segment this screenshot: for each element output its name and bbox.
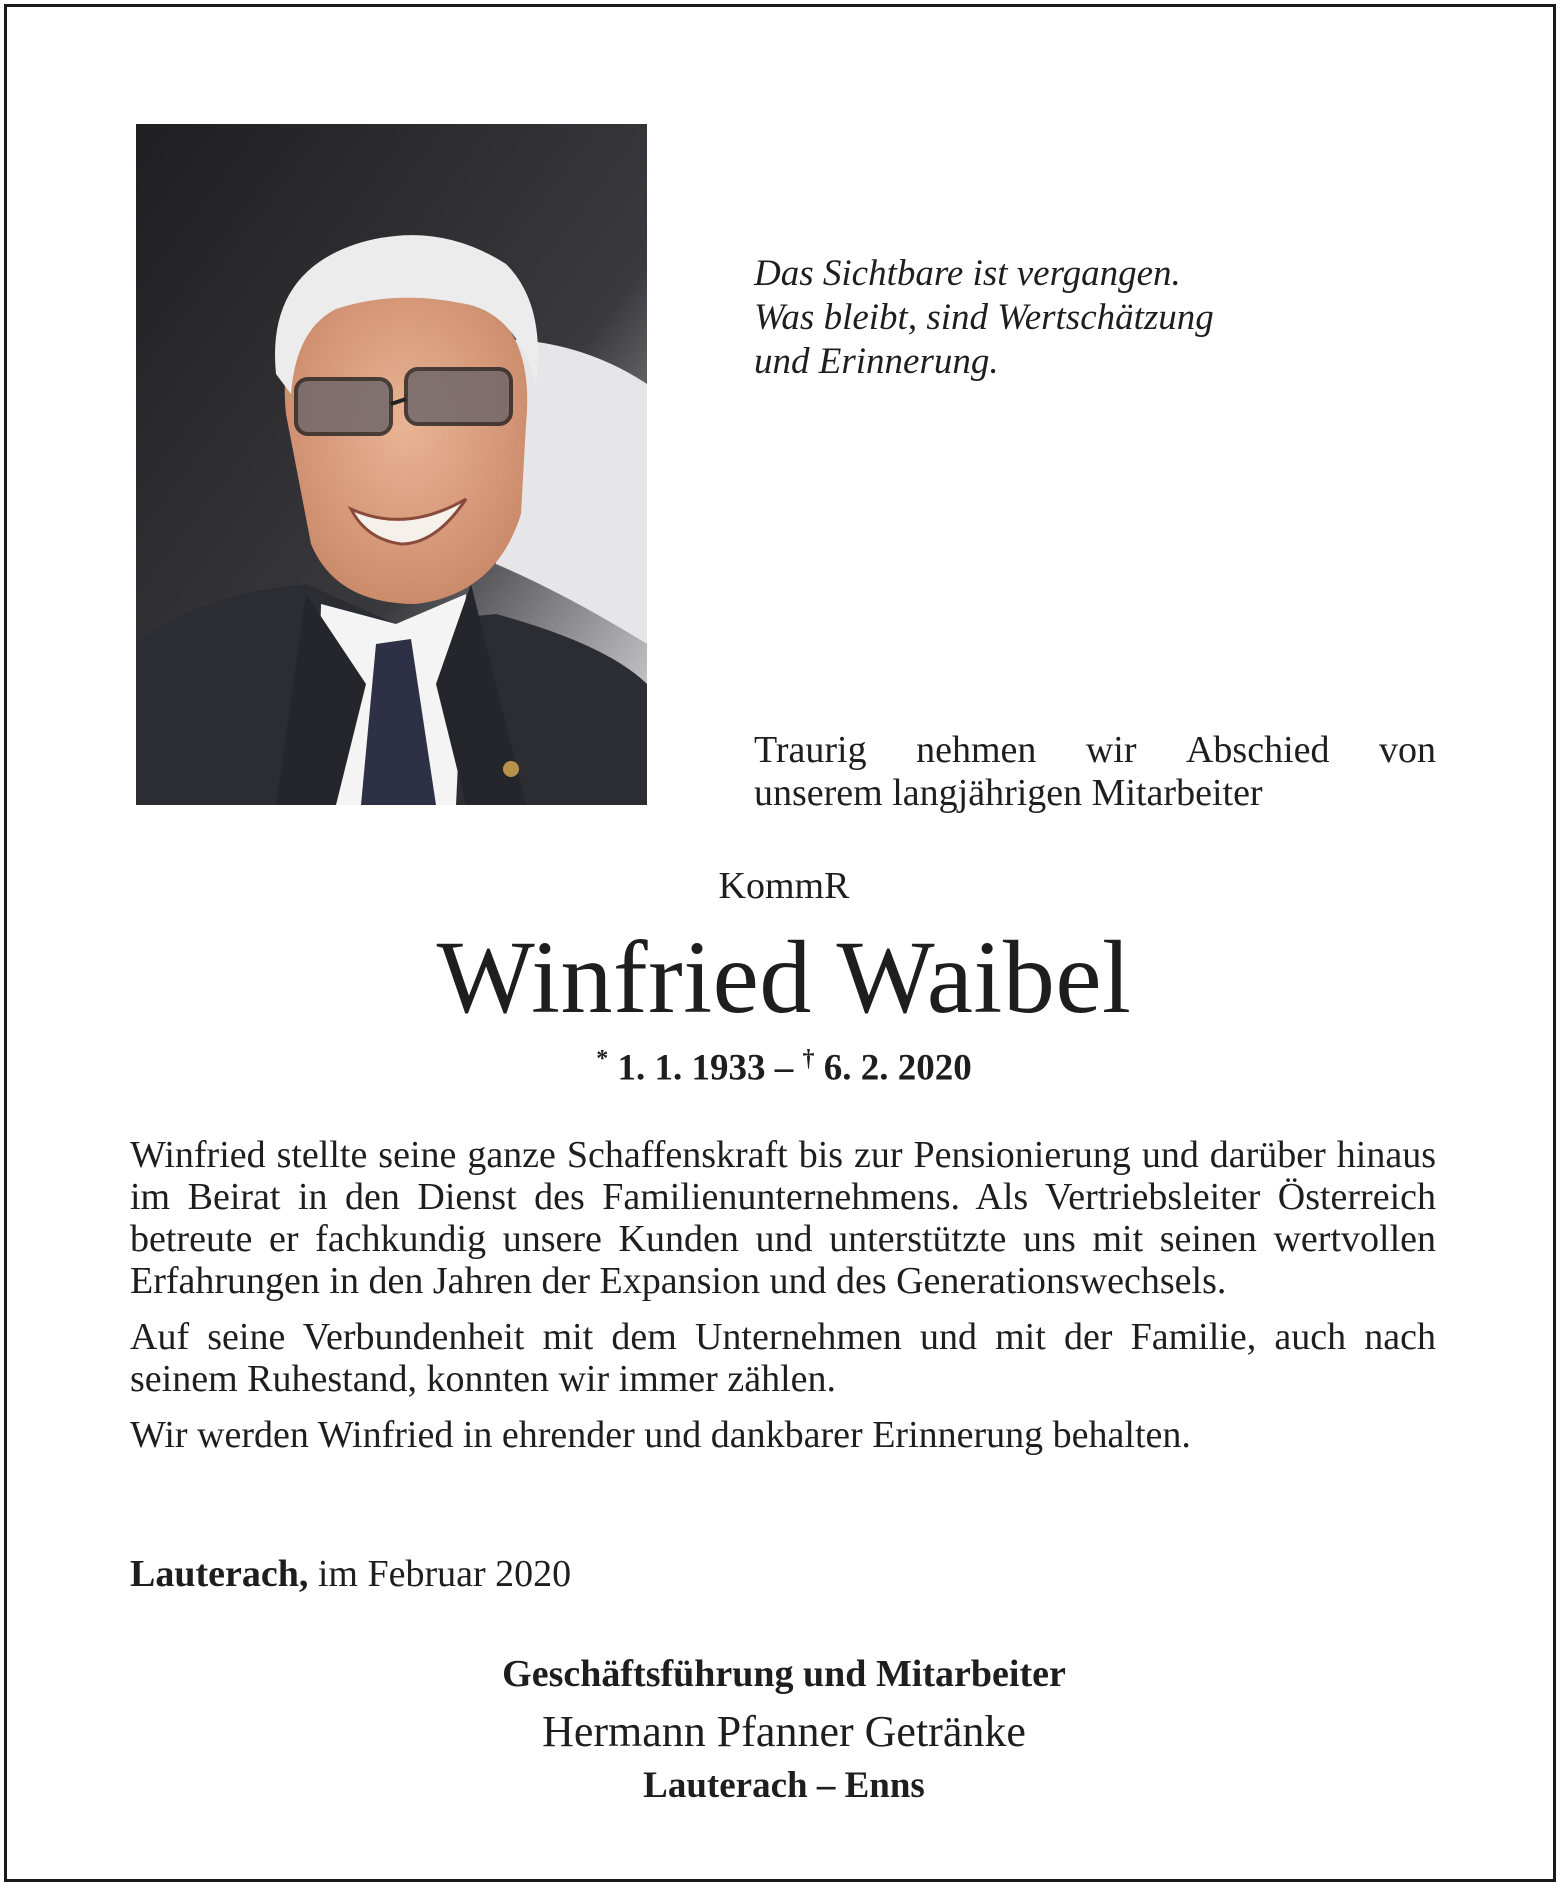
quote-line: und Erinnerung. xyxy=(754,341,999,382)
intro-word: von xyxy=(1378,729,1436,771)
obituary-body xyxy=(130,1134,1436,1470)
memorial-quote xyxy=(754,252,1454,384)
place-name: Lauterach, xyxy=(130,1553,309,1595)
birth-date: 1. 1. 1933 xyxy=(617,1047,766,1089)
date-text: im Februar 2020 xyxy=(317,1553,572,1595)
quote-line: Was bleibt, sind Wertschätzung xyxy=(754,297,1214,338)
company-name: Hermann Pfanner Getränke xyxy=(542,1707,1026,1756)
portrait-illustration xyxy=(136,124,647,805)
company-locations: Lauterach – Enns xyxy=(643,1765,925,1806)
life-dates xyxy=(0,1046,1568,1089)
intro-word: Abschied xyxy=(1185,729,1330,771)
death-date: 6. 2. 2020 xyxy=(823,1047,972,1089)
deceased-name: Winfried Waibel xyxy=(436,920,1132,1035)
quote-line: Das Sichtbare ist vergangen. xyxy=(754,253,1181,294)
signature-group: Geschäftsführung und Mitarbeiter xyxy=(502,1653,1066,1695)
body-paragraph: Winfried stellte seine ganze Schaffenskraft bis zur Pensionierung und darüber hinaus im Beirat in den Dienst des Familienunternehmens. Als Vertriebsleiter Österreich betreute er fachkundig unsere Kunden und unterstützte uns mit seinen wertvollen Erfahrungen in den Jahren der Expansion und des Generationswechsels. xyxy=(130,1134,1436,1302)
intro-line-1 xyxy=(754,729,1436,772)
death-mark: † xyxy=(802,1046,815,1072)
intro-line-2: unserem langjährigen Mitarbeiter xyxy=(754,772,1263,814)
date-separator: – xyxy=(774,1047,794,1089)
intro-word: nehmen xyxy=(916,729,1037,771)
place-date xyxy=(130,1552,571,1596)
body-paragraph: Auf seine Verbundenheit mit dem Unternehmen und mit der Familie, auch nach seinem Ruhestand, konnten wir immer zählen. xyxy=(130,1316,1436,1400)
body-paragraph: Wir werden Winfried in ehrender und dankbarer Erinnerung behalten. xyxy=(130,1414,1191,1456)
intro-word: Traurig xyxy=(754,729,867,771)
farewell-intro xyxy=(754,729,1436,815)
portrait-photo xyxy=(136,124,647,805)
honorary-title: KommR xyxy=(718,865,850,907)
birth-mark: * xyxy=(596,1046,609,1072)
intro-word: wir xyxy=(1085,729,1137,771)
